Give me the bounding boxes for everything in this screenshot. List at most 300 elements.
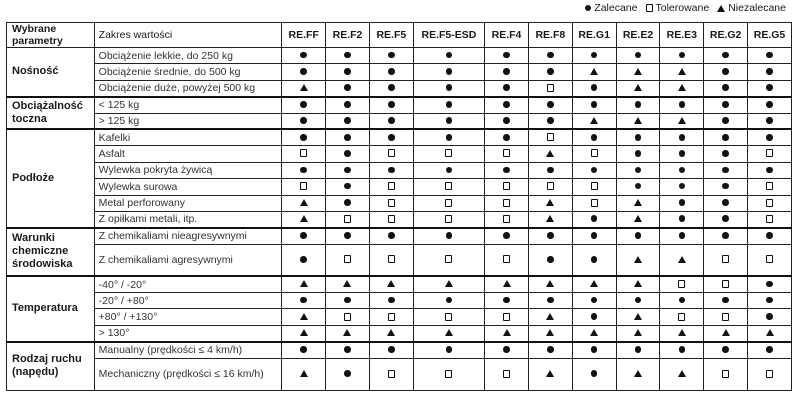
filled-circle-icon	[591, 370, 598, 377]
square-outline-icon	[344, 215, 351, 223]
rating-cell	[748, 97, 792, 113]
group-label: Temperatura	[7, 276, 95, 342]
square-outline-icon	[722, 255, 729, 263]
rating-cell	[326, 146, 370, 162]
rating-cell	[326, 48, 370, 64]
rating-cell	[572, 129, 616, 145]
filled-circle-icon	[503, 134, 510, 141]
rating-cell	[572, 113, 616, 129]
filled-circle-icon	[591, 134, 598, 141]
rating-cell	[704, 195, 748, 211]
filled-triangle-icon	[678, 84, 686, 91]
header-product: RE.F5	[369, 23, 413, 48]
filled-circle-icon	[766, 281, 773, 288]
filled-circle-icon	[766, 297, 773, 304]
table-row	[7, 325, 792, 341]
rating-cell	[326, 97, 370, 113]
filled-triangle-icon	[634, 215, 642, 222]
filled-circle-icon	[722, 134, 729, 141]
rating-cell	[660, 309, 704, 325]
rating-cell	[326, 358, 370, 390]
filled-triangle-icon	[387, 280, 395, 287]
filled-circle-icon	[722, 297, 729, 304]
filled-circle-icon	[766, 232, 773, 239]
square-outline-icon	[766, 149, 773, 157]
filled-circle-icon	[722, 232, 729, 239]
rating-cell	[369, 129, 413, 145]
table-row	[7, 309, 792, 325]
rating-cell	[748, 358, 792, 390]
filled-triangle-icon	[717, 5, 725, 12]
rating-cell	[485, 325, 529, 341]
range-label: > 125 kg	[94, 113, 282, 129]
rating-cell	[282, 228, 326, 244]
rating-cell	[528, 80, 572, 96]
rating-cell	[572, 179, 616, 195]
rating-cell	[616, 309, 660, 325]
filled-triangle-icon	[300, 329, 308, 336]
rating-cell	[485, 162, 529, 178]
rating-cell	[369, 162, 413, 178]
rating-cell	[485, 195, 529, 211]
filled-circle-icon	[722, 117, 729, 124]
square-outline-icon	[445, 215, 452, 223]
filled-triangle-icon	[546, 329, 554, 336]
rating-cell	[485, 358, 529, 390]
rating-cell	[528, 146, 572, 162]
rating-cell	[485, 64, 529, 80]
filled-circle-icon	[635, 232, 642, 239]
rating-cell	[413, 179, 484, 195]
rating-cell	[326, 195, 370, 211]
square-outline-icon	[547, 133, 554, 141]
filled-circle-icon	[635, 297, 642, 304]
range-label: Obciążenie średnie, do 500 kg	[94, 64, 282, 80]
rating-cell	[326, 211, 370, 227]
square-outline-icon	[445, 199, 452, 207]
rating-cell	[660, 162, 704, 178]
rating-cell	[748, 342, 792, 358]
table-row	[7, 244, 792, 276]
square-outline-icon	[388, 370, 395, 378]
rating-cell	[572, 80, 616, 96]
rating-cell	[485, 179, 529, 195]
table-row	[7, 358, 792, 390]
rating-cell	[369, 342, 413, 358]
filled-triangle-icon	[300, 199, 308, 206]
filled-circle-icon	[766, 167, 773, 174]
filled-circle-icon	[679, 52, 686, 59]
table-row	[7, 293, 792, 309]
filled-circle-icon	[766, 84, 773, 91]
rating-cell	[413, 276, 484, 292]
rating-cell	[282, 146, 326, 162]
filled-circle-icon	[344, 183, 351, 190]
header-product: RE.G5	[748, 23, 792, 48]
filled-circle-icon	[344, 370, 351, 377]
rating-cell	[572, 97, 616, 113]
legend-not-recommended	[717, 2, 786, 14]
legend-tolerated-label: Tolerowane	[655, 2, 710, 14]
square-outline-icon	[388, 199, 395, 207]
table-row	[7, 342, 792, 358]
rating-cell	[660, 293, 704, 309]
rating-cell	[660, 129, 704, 145]
rating-cell	[616, 325, 660, 341]
rating-cell	[369, 48, 413, 64]
filled-triangle-icon	[722, 329, 730, 336]
filled-triangle-icon	[590, 68, 598, 75]
filled-triangle-icon	[300, 313, 308, 320]
rating-cell	[369, 244, 413, 276]
range-label: Z opiłkami metali, itp.	[94, 211, 282, 227]
filled-circle-icon	[446, 167, 453, 174]
filled-triangle-icon	[546, 150, 554, 157]
rating-cell	[282, 358, 326, 390]
filled-circle-icon	[446, 134, 453, 141]
filled-circle-icon	[388, 134, 395, 141]
table-row	[7, 162, 792, 178]
rating-cell	[660, 113, 704, 129]
square-outline-icon	[503, 149, 510, 157]
range-label: Wylewka pokryta żywicą	[94, 162, 282, 178]
rating-cell	[326, 179, 370, 195]
rating-cell	[660, 228, 704, 244]
filled-circle-icon	[344, 52, 351, 59]
filled-circle-icon	[446, 101, 453, 108]
filled-circle-icon	[766, 68, 773, 75]
square-outline-icon	[503, 199, 510, 207]
rating-cell	[369, 97, 413, 113]
rating-cell	[660, 179, 704, 195]
filled-circle-icon	[344, 68, 351, 75]
rating-cell	[413, 97, 484, 113]
rating-cell	[282, 342, 326, 358]
rating-cell	[485, 342, 529, 358]
rating-cell	[704, 162, 748, 178]
rating-cell	[369, 64, 413, 80]
filled-circle-icon	[679, 346, 686, 353]
filled-circle-icon	[446, 346, 453, 353]
filled-circle-icon	[300, 346, 307, 353]
rating-cell	[748, 228, 792, 244]
rating-cell	[413, 342, 484, 358]
filled-triangle-icon	[634, 84, 642, 91]
filled-triangle-icon	[590, 329, 598, 336]
filled-circle-icon	[547, 167, 554, 174]
filled-triangle-icon	[546, 215, 554, 222]
filled-triangle-icon	[634, 313, 642, 320]
rating-cell	[485, 244, 529, 276]
rating-cell	[616, 146, 660, 162]
group-label: Podłoże	[7, 129, 95, 227]
header-product: RE.F4	[485, 23, 529, 48]
square-outline-icon	[445, 182, 452, 190]
rating-cell	[282, 64, 326, 80]
square-outline-icon	[766, 182, 773, 190]
rating-cell	[528, 211, 572, 227]
square-outline-icon	[547, 182, 554, 190]
range-label: Obciążenie duże, powyżej 500 kg	[94, 80, 282, 96]
rating-cell	[282, 129, 326, 145]
filled-circle-icon	[388, 84, 395, 91]
rating-cell	[748, 113, 792, 129]
filled-triangle-icon	[343, 280, 351, 287]
header-product: RE.FF	[282, 23, 326, 48]
filled-circle-icon	[766, 117, 773, 124]
range-label: Asfalt	[94, 146, 282, 162]
rating-cell	[326, 162, 370, 178]
filled-triangle-icon	[546, 199, 554, 206]
rating-cell	[326, 64, 370, 80]
square-outline-icon	[678, 313, 685, 321]
rating-cell	[572, 211, 616, 227]
filled-triangle-icon	[678, 68, 686, 75]
rating-cell	[282, 293, 326, 309]
square-outline-icon	[445, 149, 452, 157]
square-outline-icon	[388, 215, 395, 223]
rating-cell	[704, 80, 748, 96]
rating-cell	[748, 179, 792, 195]
rating-cell	[660, 211, 704, 227]
square-outline-icon	[547, 84, 554, 92]
filled-circle-icon	[344, 101, 351, 108]
range-label: -40° / -20°	[94, 276, 282, 292]
filled-circle-icon	[635, 346, 642, 353]
filled-circle-icon	[722, 167, 729, 174]
rating-cell	[660, 358, 704, 390]
range-label: +80° / +130°	[94, 309, 282, 325]
table-row	[7, 64, 792, 80]
rating-cell	[413, 113, 484, 129]
filled-circle-icon	[300, 117, 307, 124]
rating-cell	[528, 129, 572, 145]
rating-cell	[616, 113, 660, 129]
square-outline-icon	[503, 255, 510, 263]
range-label: Mechaniczny (prędkości ≤ 16 km/h)	[94, 358, 282, 390]
rating-cell	[369, 228, 413, 244]
filled-circle-icon	[344, 167, 351, 174]
rating-cell	[485, 276, 529, 292]
filled-circle-icon	[635, 52, 642, 59]
rating-cell	[704, 309, 748, 325]
rating-cell	[660, 325, 704, 341]
filled-circle-icon	[591, 52, 598, 59]
filled-circle-icon	[547, 101, 554, 108]
filled-circle-icon	[547, 68, 554, 75]
table-row	[7, 146, 792, 162]
rating-cell	[528, 309, 572, 325]
filled-circle-icon	[722, 346, 729, 353]
rating-cell	[748, 80, 792, 96]
header-product: RE.E3	[660, 23, 704, 48]
header-product: RE.G2	[704, 23, 748, 48]
filled-circle-icon	[388, 346, 395, 353]
legend-not-recommended-label: Niezalecane	[728, 2, 786, 14]
header-range: Zakres wartości	[94, 23, 282, 48]
filled-circle-icon	[766, 101, 773, 108]
rating-cell	[369, 309, 413, 325]
filled-circle-icon	[388, 297, 395, 304]
filled-circle-icon	[446, 232, 453, 239]
rating-cell	[326, 129, 370, 145]
rating-cell	[369, 146, 413, 162]
filled-circle-icon	[344, 199, 351, 206]
filled-circle-icon	[722, 52, 729, 59]
filled-circle-icon	[766, 134, 773, 141]
rating-cell	[528, 293, 572, 309]
filled-triangle-icon	[590, 280, 598, 287]
rating-cell	[282, 211, 326, 227]
filled-triangle-icon	[590, 117, 598, 124]
square-outline-icon	[344, 255, 351, 263]
filled-triangle-icon	[634, 370, 642, 377]
filled-circle-icon	[388, 68, 395, 75]
filled-circle-icon	[300, 297, 307, 304]
square-outline-icon	[766, 199, 773, 207]
filled-circle-icon	[446, 68, 453, 75]
rating-cell	[413, 358, 484, 390]
rating-cell	[704, 113, 748, 129]
filled-circle-icon	[635, 134, 642, 141]
square-outline-icon	[503, 215, 510, 223]
rating-cell	[369, 179, 413, 195]
rating-cell	[528, 179, 572, 195]
rating-cell	[413, 211, 484, 227]
rating-cell	[413, 244, 484, 276]
rating-cell	[616, 162, 660, 178]
rating-cell	[326, 293, 370, 309]
compatibility-table	[6, 22, 792, 391]
rating-cell	[616, 179, 660, 195]
rating-cell	[572, 244, 616, 276]
rating-cell	[528, 325, 572, 341]
filled-circle-icon	[766, 313, 773, 320]
filled-circle-icon	[300, 232, 307, 239]
range-label: Manualny (prędkości ≤ 4 km/h)	[94, 342, 282, 358]
filled-circle-icon	[503, 68, 510, 75]
filled-triangle-icon	[678, 117, 686, 124]
filled-circle-icon	[344, 150, 351, 157]
rating-cell	[572, 293, 616, 309]
rating-cell	[528, 195, 572, 211]
rating-cell	[326, 80, 370, 96]
rating-cell	[616, 228, 660, 244]
legend-recommended	[585, 2, 638, 14]
filled-circle-icon	[503, 167, 510, 174]
rating-cell	[528, 276, 572, 292]
rating-cell	[572, 195, 616, 211]
rating-cell	[660, 80, 704, 96]
rating-cell	[369, 80, 413, 96]
rating-cell	[485, 309, 529, 325]
rating-cell	[660, 48, 704, 64]
filled-triangle-icon	[300, 370, 308, 377]
rating-cell	[572, 325, 616, 341]
square-outline-icon	[300, 182, 307, 190]
filled-circle-icon	[679, 167, 686, 174]
square-outline-icon	[646, 4, 653, 12]
rating-cell	[282, 276, 326, 292]
rating-cell	[660, 64, 704, 80]
rating-cell	[748, 146, 792, 162]
filled-circle-icon	[344, 346, 351, 353]
rating-cell	[413, 146, 484, 162]
rating-cell	[528, 342, 572, 358]
rating-cell	[704, 64, 748, 80]
filled-circle-icon	[446, 297, 453, 304]
rating-cell	[485, 113, 529, 129]
filled-circle-icon	[591, 167, 598, 174]
filled-circle-icon	[503, 52, 510, 59]
filled-circle-icon	[635, 183, 642, 190]
filled-circle-icon	[344, 117, 351, 124]
table-row	[7, 211, 792, 227]
table-row	[7, 113, 792, 129]
range-label: Z chemikaliami agresywnymi	[94, 244, 282, 276]
filled-triangle-icon	[503, 280, 511, 287]
rating-cell	[413, 162, 484, 178]
rating-cell	[616, 244, 660, 276]
filled-circle-icon	[722, 68, 729, 75]
filled-circle-icon	[591, 297, 598, 304]
filled-circle-icon	[446, 84, 453, 91]
rating-cell	[572, 342, 616, 358]
rating-cell	[704, 358, 748, 390]
filled-circle-icon	[344, 232, 351, 239]
rating-cell	[413, 48, 484, 64]
rating-cell	[572, 358, 616, 390]
rating-cell	[704, 293, 748, 309]
header-product: RE.F2	[326, 23, 370, 48]
filled-circle-icon	[300, 68, 307, 75]
range-label: Wylewka surowa	[94, 179, 282, 195]
square-outline-icon	[591, 182, 598, 190]
filled-circle-icon	[585, 5, 592, 12]
filled-circle-icon	[388, 167, 395, 174]
square-outline-icon	[344, 313, 351, 321]
table-row	[7, 80, 792, 96]
square-outline-icon	[722, 313, 729, 321]
rating-cell	[748, 325, 792, 341]
rating-cell	[282, 325, 326, 341]
filled-circle-icon	[300, 52, 307, 59]
rating-cell	[528, 162, 572, 178]
filled-triangle-icon	[678, 329, 686, 336]
filled-circle-icon	[591, 313, 598, 320]
square-outline-icon	[300, 149, 307, 157]
filled-circle-icon	[300, 167, 307, 174]
filled-circle-icon	[344, 297, 351, 304]
filled-triangle-icon	[445, 280, 453, 287]
rating-cell	[528, 244, 572, 276]
rating-cell	[704, 325, 748, 341]
filled-circle-icon	[722, 84, 729, 91]
rating-cell	[616, 97, 660, 113]
rating-cell	[616, 48, 660, 64]
rating-cell	[326, 228, 370, 244]
filled-circle-icon	[679, 183, 686, 190]
group-label: Nośność	[7, 48, 95, 97]
filled-circle-icon	[547, 232, 554, 239]
filled-triangle-icon	[678, 256, 686, 263]
filled-circle-icon	[446, 117, 453, 124]
filled-triangle-icon	[634, 256, 642, 263]
rating-cell	[704, 129, 748, 145]
table-body	[7, 48, 792, 391]
square-outline-icon	[503, 313, 510, 321]
filled-triangle-icon	[546, 313, 554, 320]
